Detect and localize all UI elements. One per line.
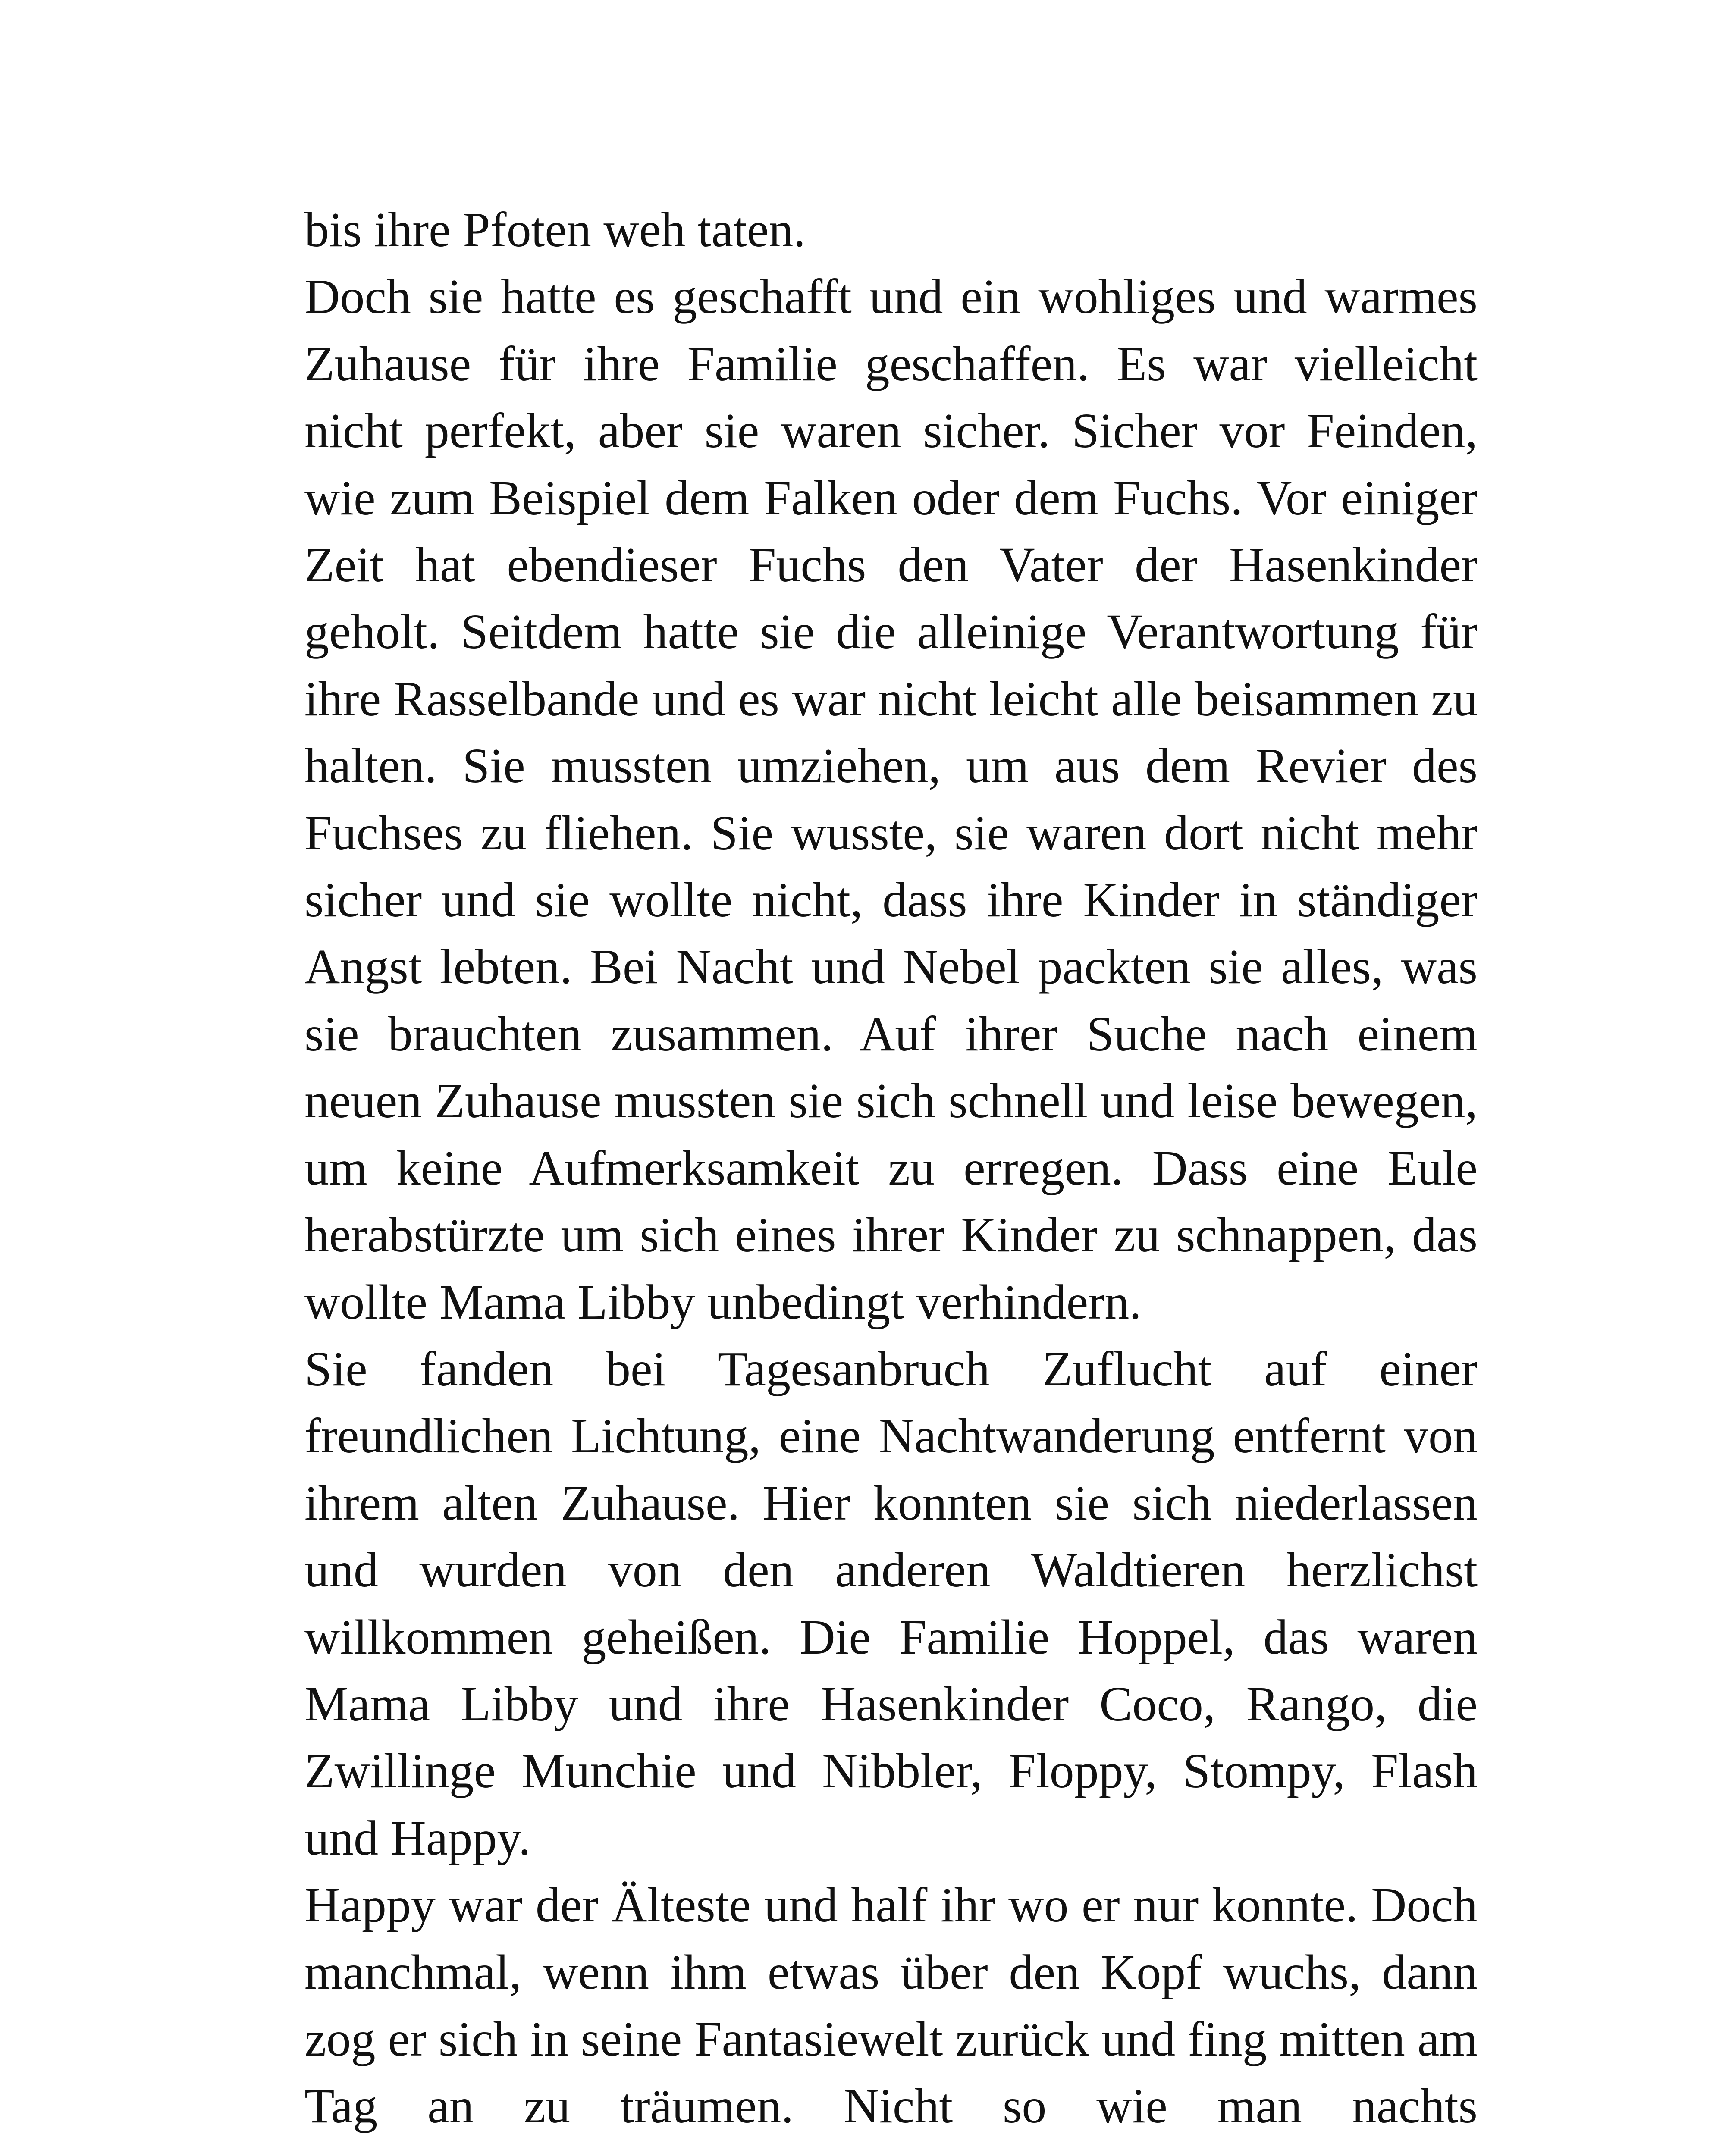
body-text	[304, 196, 1478, 2140]
paragraph: Sie fanden bei Tagesanbruch Zuflucht auf einer freundlichen Lichtung, eine Nachtwanderung entfernt von ihrem alten Zuhause. Hier konnten sie sich niederlassen und wurden von den anderen Waldtieren herzlichst willkommen geheißen. Die Familie Hoppel, das waren Mama Libby und ihre Hasenkinder Coco, Rango, die Zwillinge Munchie und Nibbler, Floppy, Stompy, Flash und Happy.	[304, 1341, 1478, 1865]
paragraph: Happy war der Älteste und half ihr wo er nur konnte. Doch manchmal, wenn ihm etwas über den Kopf wuchs, dann zog er sich in seine Fantasiewelt zurück und fing mitten am Tag an zu träumen. Nicht so wie man nachts	[304, 1877, 1478, 2134]
paragraph: Doch sie hatte es geschafft und ein wohliges und warmes Zuhause für ihre Familie geschaffen. Es war vielleicht nicht perfekt, aber sie waren sicher. Sicher vor Feinden, wie zum Beispiel dem Falken oder dem Fuchs. Vor einiger Zeit hat ebendieser Fuchs den Vater der Hasenkinder geholt. Seitdem hatte sie die alleinige Verantwortung für ihre Rasselbande und es war nicht leicht alle beisammen zu halten. Sie mussten umziehen, um aus dem Revier des Fuchses zu fliehen. Sie wusste, sie waren dort nicht mehr sicher und sie wollte nicht, dass ihre Kinder in ständiger Angst lebten. Bei Nacht und Nebel packten sie alles, was sie brauchten zusammen. Auf ihrer Suche nach einem neuen Zuhause mussten sie sich schnell und leise bewegen, um keine Aufmerksamkeit zu erregen. Dass eine Eule herabstürzte um sich eines ihrer Kinder zu schnappen, das wollte Mama Libby unbedingt verhindern.	[304, 269, 1478, 1329]
paragraph: bis ihre Pfoten weh taten.	[304, 202, 806, 257]
